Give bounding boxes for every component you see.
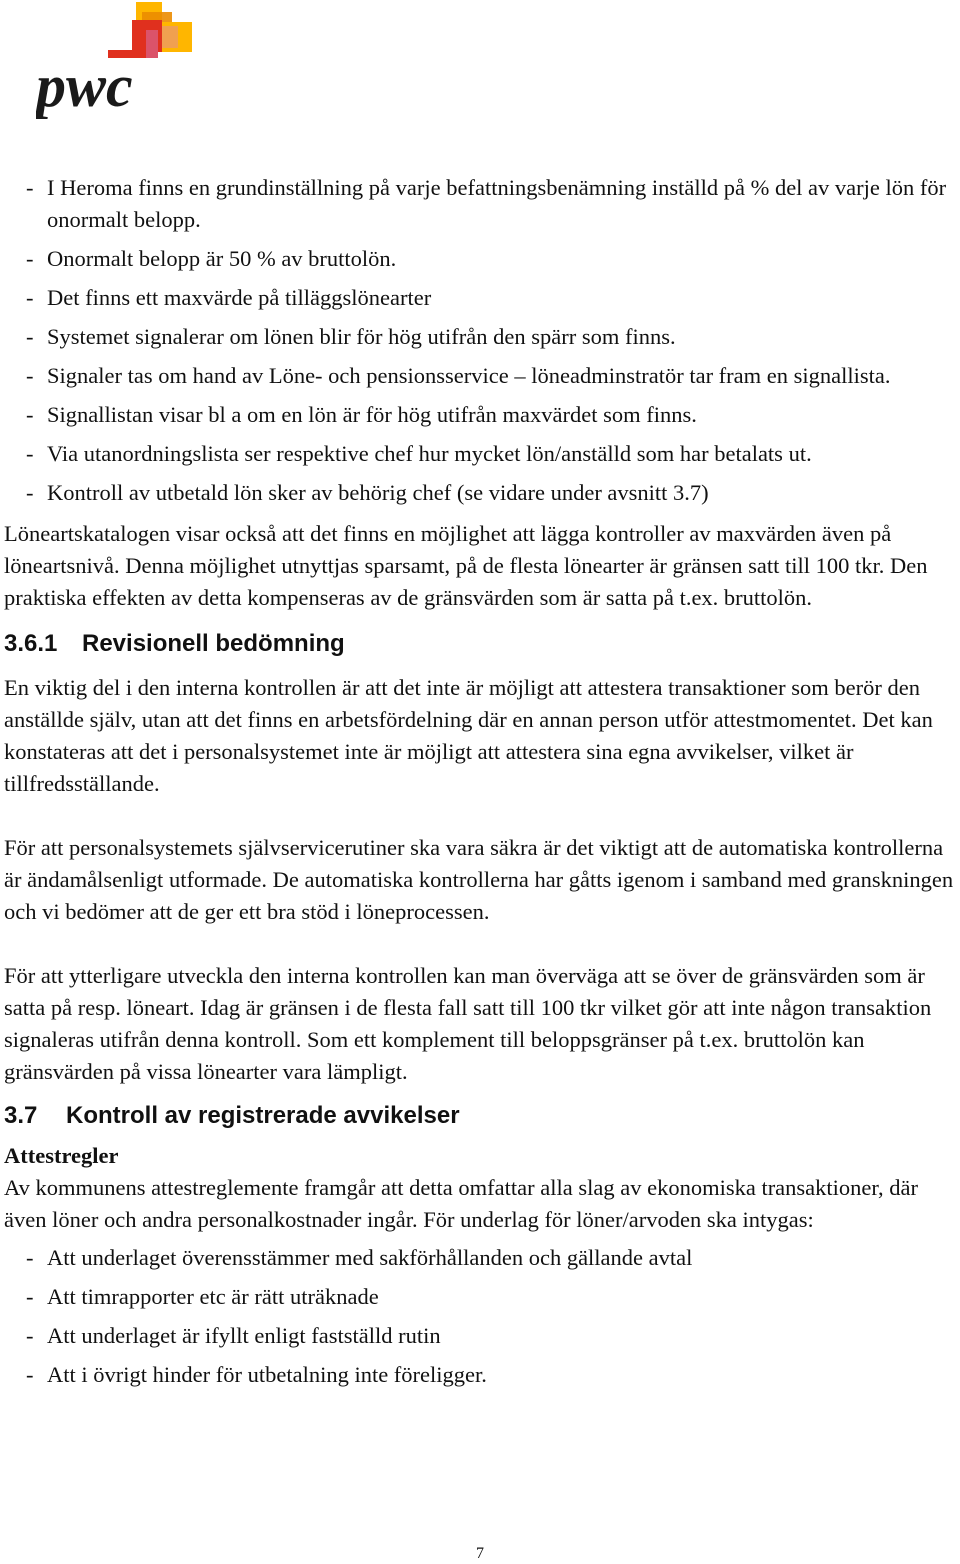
subheading-attestregler: Attestregler: [4, 1143, 119, 1168]
list-item: - Kontroll av utbetald lön sker av behörig chef (se vidare under avsnitt 3.7): [26, 480, 709, 505]
list-item: - Onormalt belopp är 50 % av bruttolön.: [26, 246, 397, 271]
list-item: - Att timrapporter etc är rätt uträknade: [26, 1284, 379, 1309]
paragraph-gransvarden: För att ytterligare utveckla den interna kontrollen kan man överväga att se över de gränsvärden som är satta på resp. löneart. Idag är gränsen i de flesta fall satt till 100 tkr vilket gör att inte någon transaktion signaleras utifrån denna kontroll. Som ett komplement till beloppsgränser på t.ex. bruttolön kan gränsvärden på vissa lönearter vara lämpligt.: [4, 963, 932, 1084]
section-number: 3.7: [4, 1102, 38, 1129]
pwc-logo-graphic: [36, 0, 196, 122]
paragraph-attestreglemente: Av kommunens attestreglemente framgår att detta omfattar alla slag av ekonomiska transaktioner, där även löner och andra personalkostnader ingår. För underlag för löner/arvoden ska intygas:: [4, 1175, 918, 1232]
list-intygas: [4, 1242, 960, 1391]
list-item: - Signallistan visar bl a om en lön är för hög utifrån maxvärdet som finns.: [26, 402, 697, 427]
document-body: [4, 172, 960, 1398]
heading-3-6-1: [4, 628, 960, 660]
section-title: Revisionell bedömning: [82, 630, 345, 657]
pwc-logo-text: pwc: [36, 53, 133, 119]
section-title: Kontroll av registrerade avvikelser: [66, 1102, 460, 1129]
list-item: - Systemet signalerar om lönen blir för hög utifrån den spärr som finns.: [26, 324, 676, 349]
paragraph-automatiska-kontroller: För att personalsystemets självservicerutiner ska vara säkra är det viktigt att de automatiska kontrollerna är ändamålsenligt utformade. De automatiska kontrollerna har gåtts igenom i samband med granskningen och vi bedömer att de ger ett bra stöd i löneprocessen.: [4, 835, 954, 924]
section-number: 3.6.1: [4, 630, 58, 657]
paragraph-loneartskatalog: Löneartskatalogen visar också att det finns en möjlighet att lägga kontroller av maxvärden även på löneartsnivå. Denna möjlighet utnyttjas sparsamt, på de flesta lönearter är gränsen satt till 100 tkr. Den praktiska effekten av detta kompenseras av de gränsvärden som är satta på t.ex. bruttolön.: [4, 521, 928, 610]
list-item: - Att underlaget överensstämmer med sakförhållanden och gällande avtal: [26, 1245, 693, 1270]
list-item: - I Heroma finns en grundinställning på varje befattningsbenämning inställd på % del av varje lön för onormalt belopp.: [26, 175, 947, 232]
list-item: - Att underlaget är ifyllt enligt fastställd rutin: [26, 1323, 441, 1348]
heading-3-7: [4, 1100, 960, 1132]
list-item: - Det finns ett maxvärde på tilläggslönearter: [26, 285, 432, 310]
list-onormalt-belopp: [4, 172, 960, 509]
list-item: - Att i övrigt hinder för utbetalning inte föreligger.: [26, 1362, 487, 1387]
page-number: 7: [476, 1545, 484, 1562]
pwc-logo: [36, 0, 196, 122]
list-item: - Signaler tas om hand av Löne- och pensionsservice – löneadminstratör tar fram en signallista.: [26, 363, 891, 388]
paragraph-attest-egna: En viktig del i den interna kontrollen är att det inte är möjligt att attestera transaktioner som berör den anställde själv, utan att det finns en arbetsfördelning där en annan person utför attestmomentet. Det kan konstateras att det i personalsystemet inte är möjligt att attestera sina egna avvikelser, vilket är tillfredsställande.: [4, 675, 933, 796]
list-item: - Via utanordningslista ser respektive chef hur mycket lön/anställd som har betalats ut.: [26, 441, 812, 466]
